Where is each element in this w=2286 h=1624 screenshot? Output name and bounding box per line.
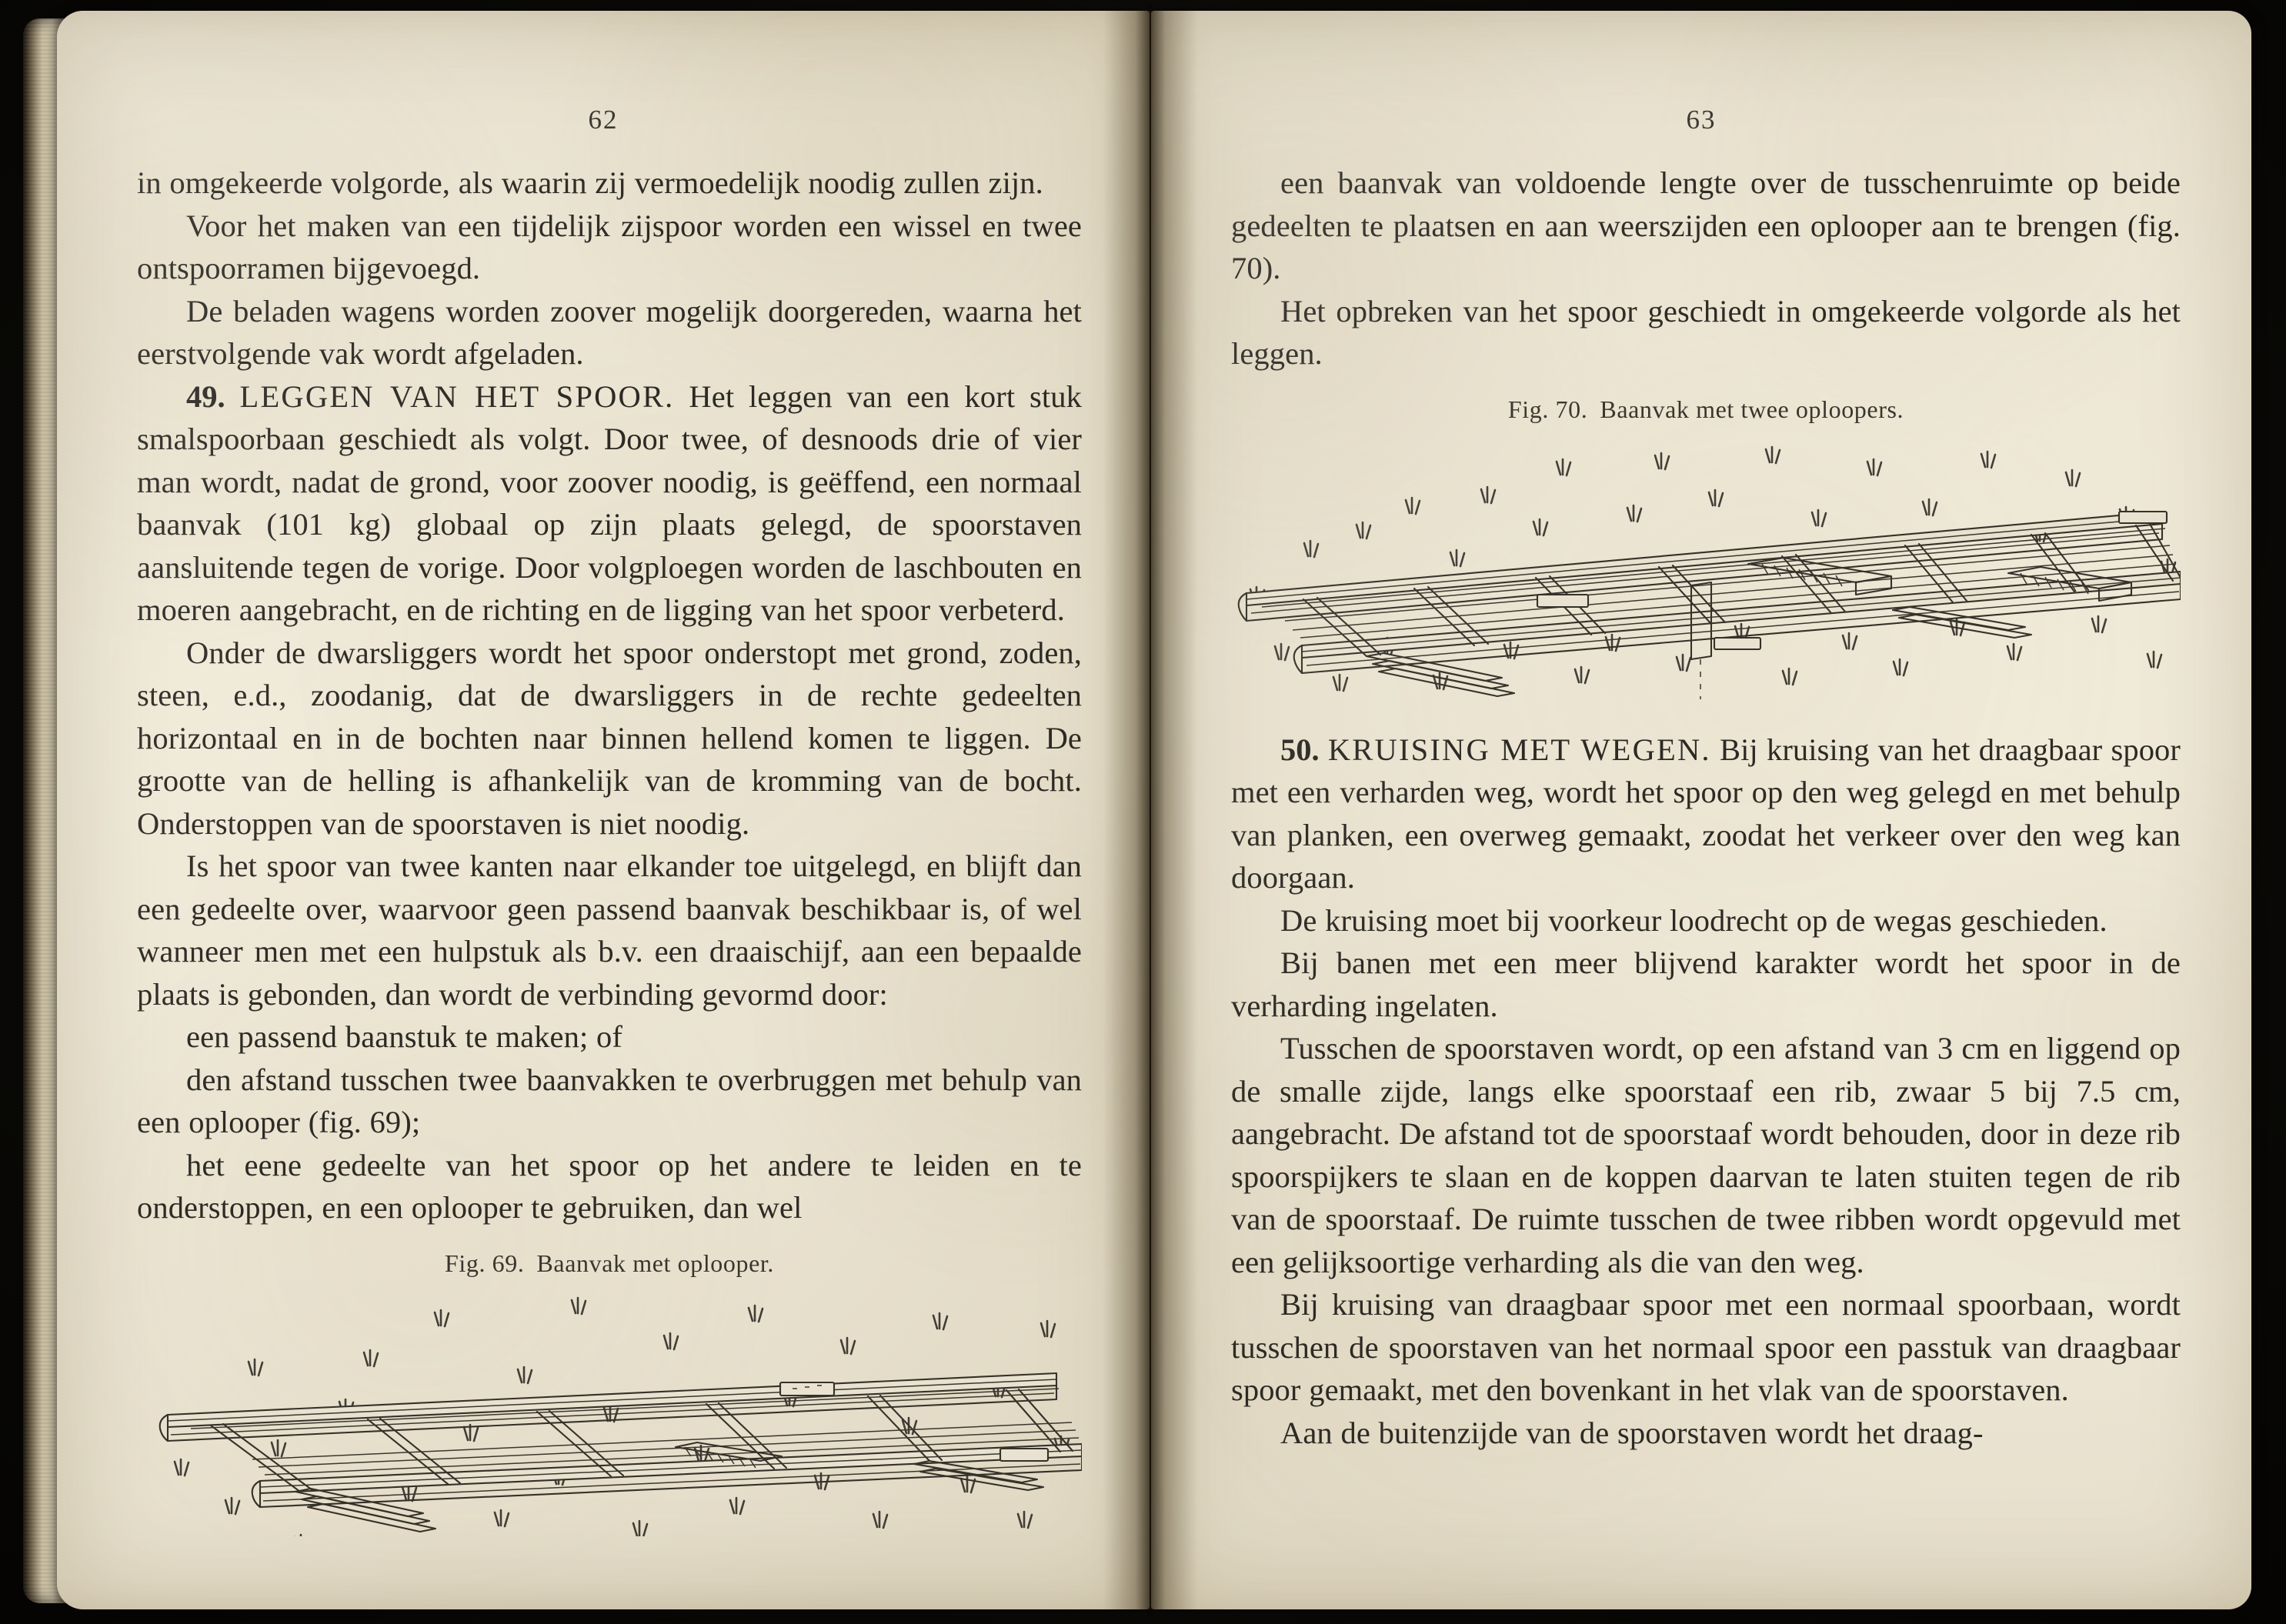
paragraph: Onder de dwarsliggers wordt het spoor onderstopt met grond, zoden, steen, e.d., zoodanig, dat de dwarsliggers in de rechte gedeelten horizontaal en in de bochten naar binnen hellend komen te liggen. De grootte van de helling is afhankelijk van de kromming van de bocht. Onderstoppen van de spoorstaven is niet noodig.: [137, 635, 1082, 841]
paragraph: het eene gedeelte van het spoor op het andere te leiden en te onderstoppen, en een oplooper te gebruiken, dan wel: [137, 1147, 1082, 1225]
paragraph: in omgekeerde volgorde, als waarin zij vermoedelijk noodig zullen zijn.: [137, 165, 1043, 200]
figure-label: Fig. 70.: [1507, 395, 1588, 423]
figure-caption-70: [1231, 395, 2181, 424]
paragraph: een baanvak van voldoende lengte over de tusschenruimte op beide gedeelten te plaatsen en aan weerszijden een oplooper aan te brengen (fig. 70).: [1231, 165, 2181, 285]
page-number-right: 63: [1686, 105, 1717, 135]
section-heading: KRUISING MET WEGEN.: [1327, 732, 1711, 767]
figure-70: [1231, 429, 2181, 705]
section-number: 49.: [186, 378, 225, 414]
figure-69: [137, 1282, 1082, 1536]
figure-caption-69: [137, 1249, 1082, 1278]
paragraph: Aan de buitenzijde van de spoorstaven wordt het draag-: [1280, 1415, 1984, 1450]
section-paragraph-50: [1231, 729, 2181, 899]
right-page: [1151, 11, 2251, 1609]
paragraph: den afstand tusschen twee baanvakken te overbruggen met behulp van een oplooper (fig. 69);: [137, 1062, 1082, 1139]
right-text-column: [1231, 162, 2181, 1454]
paragraph: Is het spoor van twee kanten naar elkander toe uitgelegd, en blijft dan een gedeelte over, waarvoor geen passend baanvak beschikbaar is, of wel wanneer men met een hulpstuk als b.v. een draaischijf, aan een bepaalde plaats is gebonden, dan wordt de verbinding gevormd door:: [137, 849, 1082, 1012]
open-book: [23, 6, 2264, 1619]
section-body: Het leggen van een kort stuk smalspoorbaan geschiedt als volgt. Door twee, of desnoods drie of vier man wordt, nadat de grond, voor zoover noodig, is geëffend, een normaal baanvak (101 kg) globaal op zijn plaats gelegd, de spoorstaven aansluitende tegen de vorige. Door volgploegen worden de laschbouten en moeren aangebracht, en de richting en de ligging van het spoor verbeterd.: [137, 378, 1082, 627]
figure-label: Fig. 69.: [444, 1249, 525, 1277]
paragraph: Tusschen de spoorstaven wordt, op een afstand van 3 cm en liggend op de smalle zijde, langs elke spoorstaaf een rib, zwaar 5 bij 7.5 cm, aangebracht. De afstand tot de spoorstaaf wordt behouden, door in deze rib spoorspijkers te slaan en de koppen daarvan te laten stuiten tegen de rib van de spoorstaaf. De ruimte tusschen de twee ribben wordt opgevuld met een gelijksoortige verharding als die van den weg.: [1231, 1031, 2181, 1279]
paragraph: Bij banen met een meer blijvend karakter wordt het spoor in de verharding ingelaten.: [1231, 945, 2181, 1023]
left-text-column: [137, 162, 1082, 1536]
page-number-left: 62: [588, 105, 619, 135]
track-panel-70: [1239, 512, 2181, 699]
section-number: 50.: [1280, 732, 1320, 767]
section-paragraph-49: [137, 375, 1082, 632]
left-page: [57, 11, 1150, 1609]
paragraph: De kruising moet bij voorkeur loodrecht op de wegas geschieden.: [1280, 902, 2107, 938]
paragraph: De beladen wagens worden zoover mogelijk doorgereden, waarna het eerstvolgende vak wordt afgeladen.: [137, 293, 1082, 371]
figure-caption-text: Baanvak met twee oploopers.: [1600, 395, 1904, 423]
figure-caption-text: Baanvak met oplooper.: [536, 1249, 775, 1277]
paragraph: een passend baanstuk te maken; of: [186, 1019, 622, 1054]
paragraph: Bij kruising van draagbaar spoor met een normaal spoorbaan, wordt tusschen de spoorstaven van het normaal spoor een passtuk van draagbaar spoor gemaakt, met den bovenkant in het vlak van de spoorstaven.: [1231, 1287, 2181, 1407]
section-heading: LEGGEN VAN HET SPOOR.: [239, 378, 675, 414]
paragraph: Voor het maken van een tijdelijk zijspoor worden een wissel en twee ontspoorramen bijgevoegd.: [137, 208, 1082, 285]
section-body: Bij kruising van het draagbaar spoor met een verharden weg, wordt het spoor op den weg gelegd en met behulp van planken, een overweg gemaakt, zoodat het verkeer over den weg kan doorgaan.: [1231, 732, 2181, 895]
paragraph: Het opbreken van het spoor geschiedt in omgekeerde volgorde als het leggen.: [1231, 293, 2181, 371]
track-panel-69: [160, 1373, 1082, 1532]
